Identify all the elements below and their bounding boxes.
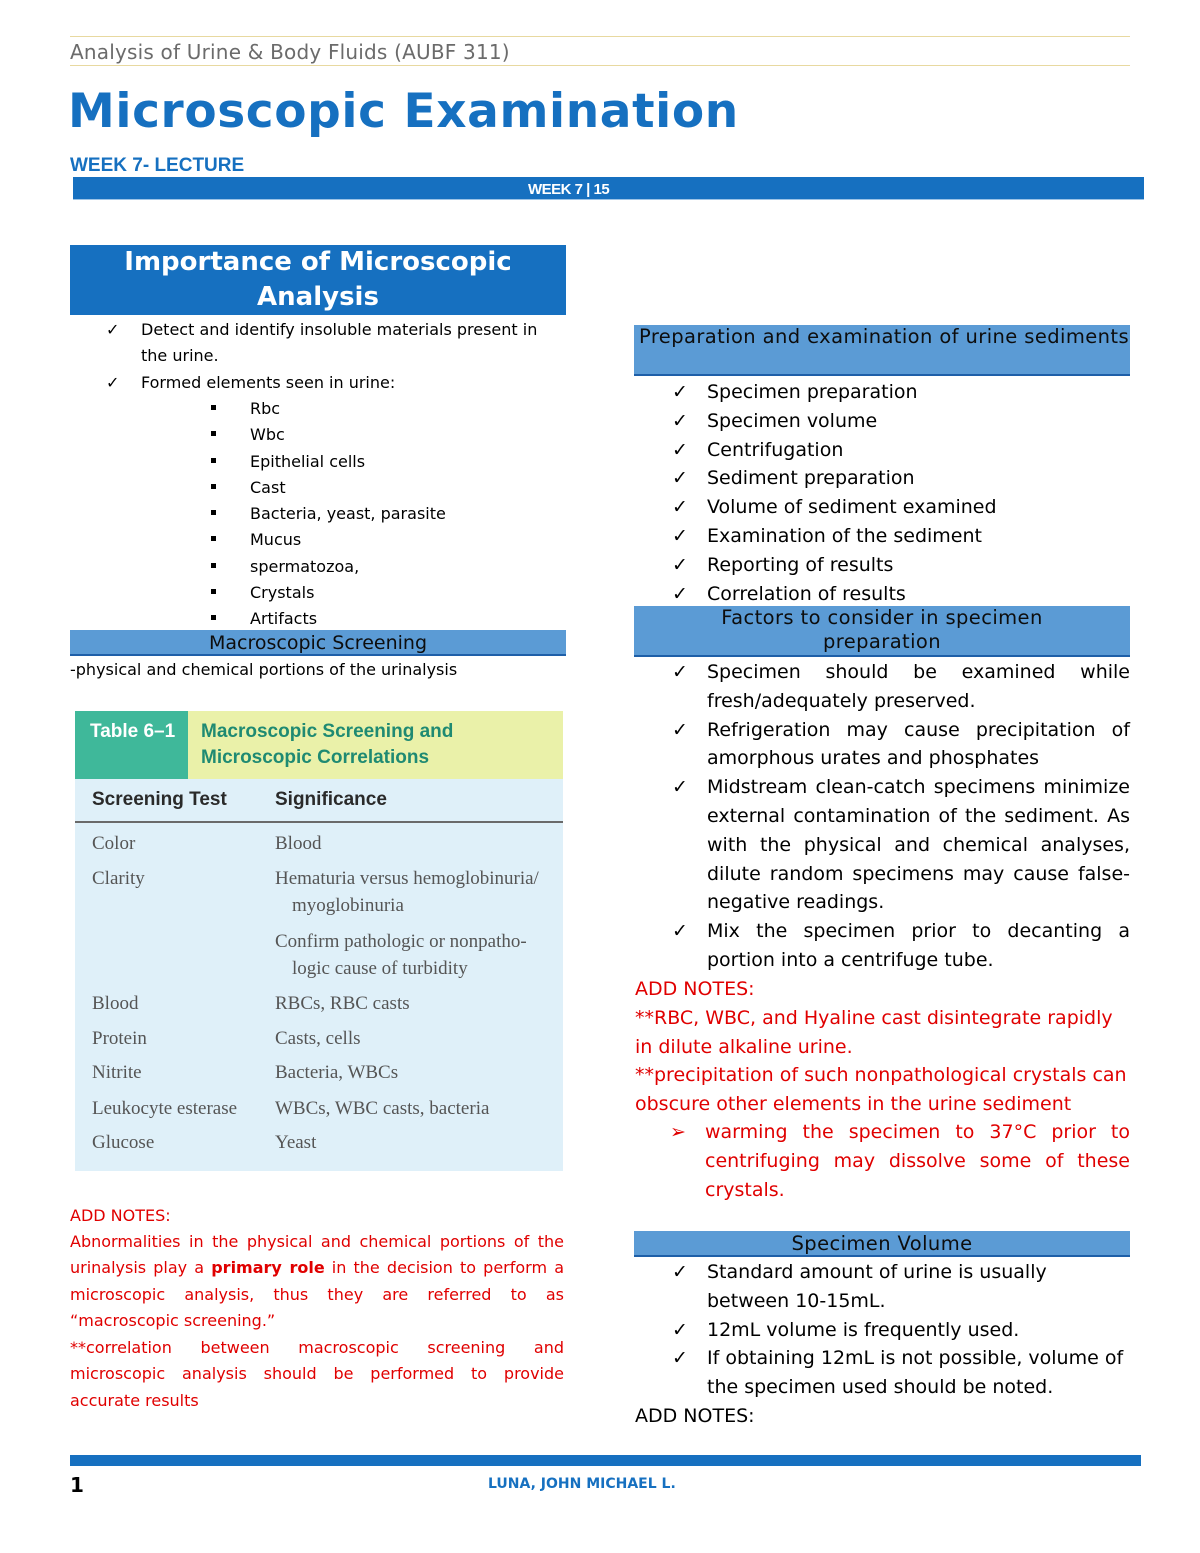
macroscopic-text: -physical and chemical portions of the urinalysis [70, 660, 458, 679]
arrow-bullet-icon: ➢ [670, 1121, 686, 1143]
macroscopic-heading: Macroscopic Screening [70, 630, 566, 656]
table-cell-test: Blood [92, 993, 139, 1014]
factors-heading: Factors to consider in specimen preparation [634, 606, 1130, 657]
list-item: ✓ Centrifugation [672, 436, 1130, 465]
square-bullet-icon [211, 563, 216, 568]
list-item: Wbc [70, 422, 520, 448]
table-cell-significance: Hematuria versus hemoglobinuria/ myoglobinuria [275, 868, 539, 916]
list-item: ✓ Specimen should be examined while fresh/adequately preserved. [672, 658, 1130, 716]
check-mark-icon: ✓ [672, 467, 688, 490]
check-mark-icon: ✓ [672, 1261, 688, 1283]
table-cell-significance: Casts, cells [275, 1028, 361, 1049]
check-mark-icon: ✓ [106, 372, 120, 392]
list-item: Rbc [70, 396, 520, 422]
list-item: ✓ Standard amount of urine is usually between 10-15mL. [672, 1258, 1130, 1316]
list-item: ✓ Examination of the sediment [672, 522, 1130, 551]
notes-label: ADD NOTES: [70, 1206, 171, 1225]
week-bar-underline [73, 199, 1144, 200]
list-item: Mucus [70, 527, 520, 553]
check-mark-icon: ✓ [672, 661, 688, 683]
week-bar-text: WEEK 7 | 15 [528, 181, 610, 198]
check-mark-icon: ✓ [672, 409, 688, 432]
list-item: ✓ Mix the specimen prior to decanting a portion into a centrifuge tube. [672, 917, 1130, 975]
list-item: ✓ Sediment preparation [672, 464, 1130, 493]
list-item: ✓ Volume of sediment examined [672, 493, 1130, 522]
page-title: Microscopic Examination [68, 84, 739, 139]
check-mark-icon: ✓ [672, 1318, 688, 1341]
check-mark-icon: ✓ [672, 582, 688, 605]
check-mark-icon: ✓ [106, 320, 120, 339]
table-cell-significance: Blood [275, 833, 322, 854]
author-name: LUNA, JOHN MICHAEL L. [488, 1476, 676, 1492]
list-item: spermatozoa, [70, 554, 520, 580]
notes-paragraph: **correlation between macroscopic screening and microscopic analysis should be performed to provide accurate results [70, 1338, 564, 1410]
header-top-rule [70, 36, 1130, 37]
factors-notes-label: ADD NOTES: [635, 978, 755, 1000]
check-mark-icon: ✓ [672, 438, 688, 461]
list-item: ✓ Reporting of results [672, 551, 1130, 580]
table-cell-test: Color [92, 833, 136, 854]
col-header-screening-test: Screening Test [92, 789, 227, 810]
table-cell-test: Clarity [92, 868, 145, 889]
check-mark-icon: ✓ [672, 524, 688, 547]
square-bullet-icon [211, 458, 216, 463]
table-title: Macroscopic Screening and Microscopic Correlations [201, 721, 454, 768]
list-item: Cast [70, 475, 520, 501]
table-cell-test: Protein [92, 1028, 147, 1049]
table-cell-significance: RBCs, RBC casts [275, 993, 410, 1014]
factors-note-sub: ➢ warming the specimen to 37°C prior to centrifuging may dissolve some of these crystals. [670, 1118, 1130, 1204]
square-bullet-icon [211, 431, 216, 436]
prep-heading: Preparation and examination of urine sediments [634, 325, 1130, 376]
list-item: ✓ Formed elements seen in urine: [106, 370, 556, 396]
list-item: Crystals [70, 580, 520, 606]
check-mark-icon: ✓ [672, 718, 688, 741]
table-cell-test: Nitrite [92, 1062, 142, 1083]
table-6-1 [75, 711, 563, 1171]
volume-heading: Specimen Volume [634, 1231, 1130, 1257]
list-item: ✓ Midstream clean-catch specimens minimize external contamination of the sediment. As with the physical and chemical analyses, dilute random specimens may cause false-negative readings. [672, 773, 1130, 917]
formed-elements-list [70, 396, 520, 633]
list-item: ✓ Detect and identify insoluble materials present in the urine. [106, 317, 556, 370]
prep-list [672, 378, 1130, 608]
check-mark-icon: ✓ [672, 776, 688, 799]
table-cell-significance: Yeast [275, 1132, 317, 1153]
table-cell-test: Glucose [92, 1132, 155, 1153]
check-mark-icon: ✓ [672, 1347, 688, 1370]
course-name: Analysis of Urine & Body Fluids (AUBF 311) [70, 40, 510, 64]
list-item: ✓ Refrigeration may cause precipitation of amorphous urates and phosphates [672, 716, 1130, 774]
table-cell-significance: WBCs, WBC casts, bacteria [275, 1098, 490, 1119]
list-item: ✓ Correlation of results [672, 580, 1130, 609]
footer-bar [70, 1455, 1141, 1466]
header-bottom-rule [70, 65, 1130, 66]
list-item: Artifacts [70, 606, 520, 632]
importance-heading: Importance of Microscopic Analysis [70, 245, 566, 315]
check-mark-icon: ✓ [672, 381, 688, 403]
volume-notes-label: ADD NOTES: [635, 1405, 755, 1427]
check-mark-icon: ✓ [672, 553, 688, 576]
list-item: ✓ 12mL volume is frequently used. [672, 1316, 1130, 1345]
table-cell-significance: Bacteria, WBCs [275, 1062, 399, 1083]
square-bullet-icon [211, 589, 216, 594]
volume-list [672, 1258, 1130, 1402]
square-bullet-icon [211, 510, 216, 515]
square-bullet-icon [211, 484, 216, 489]
list-item: Epithelial cells [70, 449, 520, 475]
list-item: ✓ If obtaining 12mL is not possible, volume of the specimen used should be noted. [672, 1344, 1130, 1402]
factors-list [672, 658, 1130, 975]
importance-list [106, 317, 556, 396]
check-mark-icon: ✓ [672, 920, 688, 943]
square-bullet-icon [211, 615, 216, 620]
table-cell-significance: Confirm pathologic or nonpatho- logic cause of turbidity [275, 931, 527, 979]
square-bullet-icon [211, 536, 216, 541]
week-label: WEEK 7- LECTURE [70, 155, 245, 176]
square-bullet-icon [211, 405, 216, 410]
factors-note: **RBC, WBC, and Hyaline cast disintegrate rapidly in dilute alkaline urine. [635, 1007, 1113, 1058]
table-cell-test: Leukocyte esterase [92, 1098, 238, 1119]
page-number: 1 [70, 1473, 84, 1497]
check-mark-icon: ✓ [672, 496, 688, 519]
list-item: ✓ Specimen preparation [672, 378, 1130, 407]
table-rule [75, 821, 563, 823]
notes-emphasis: primary role [211, 1258, 325, 1278]
list-item: ✓ Specimen volume [672, 407, 1130, 436]
table-number: Table 6–1 [75, 711, 188, 779]
col-header-significance: Significance [275, 789, 387, 810]
factors-note: **precipitation of such nonpathological crystals can obscure other elements in the urine sediment [635, 1064, 1127, 1115]
list-item: Bacteria, yeast, parasite [70, 501, 520, 527]
notes-paragraph: Abnormalities in the physical and chemical portions of the urinalysis play a primary role in the decision to perform a microscopic analysis, thus they are referred to as “macroscopic screening.” [70, 1232, 565, 1330]
